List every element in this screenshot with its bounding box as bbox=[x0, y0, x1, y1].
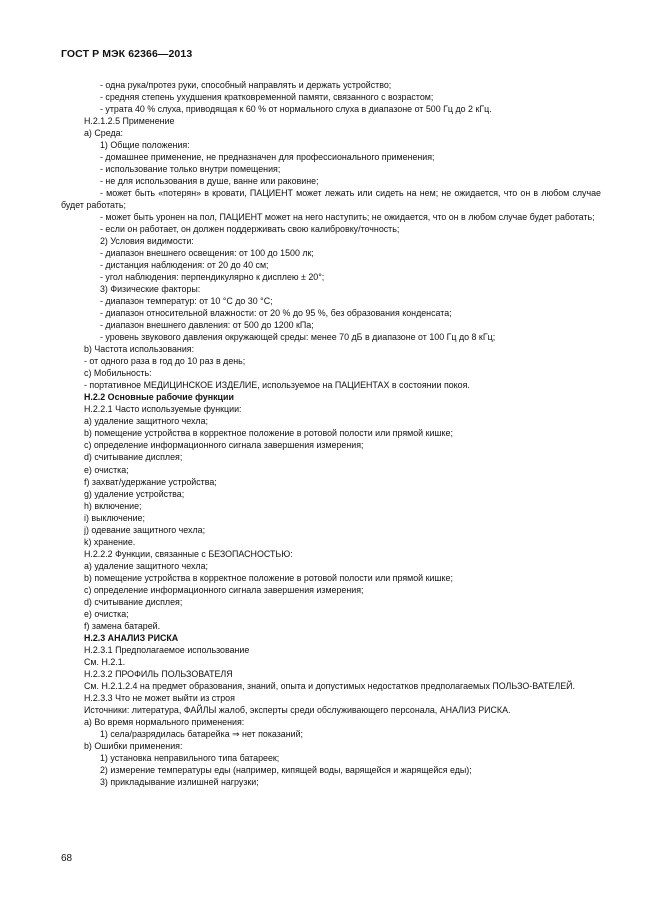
text-line: - уровень звукового давления окружающей среды: менее 70 дБ в диапазоне от 100 Гц до 8 кГц; bbox=[100, 332, 496, 343]
text-line: a) удаление защитного чехла; bbox=[84, 560, 208, 571]
text-line: - может быть уронен на пол, ПАЦИЕНТ может на него наступить; не ожидается, что он в любом случае будет работать; bbox=[100, 212, 595, 223]
text-line: a) Среда: bbox=[84, 128, 124, 139]
text-line: H.2.3.2 ПРОФИЛЬ ПОЛЬЗОВАТЕЛЯ bbox=[84, 668, 233, 679]
text-line: - портативное МЕДИЦИНСКОЕ ИЗДЕЛИЕ, используемое на ПАЦИЕНТАХ в состоянии покоя. bbox=[84, 380, 470, 391]
text-line: 2) Условия видимости: bbox=[100, 236, 194, 247]
text-line: - от одного раза в год до 10 раз в день; bbox=[84, 356, 246, 367]
text-line: - диапазон внешнего освещения: от 100 до 1500 лк; bbox=[100, 248, 314, 259]
text-line: e) очистка; bbox=[84, 464, 129, 475]
text-line: e) очистка; bbox=[84, 608, 129, 619]
text-line: - дистанция наблюдения: от 20 до 40 см; bbox=[100, 260, 269, 271]
text-line: c) Мобильность: bbox=[84, 368, 152, 379]
text-line: - может быть «потерян» в кровати, ПАЦИЕНТ может лежать или сидеть на нем; не ожидается, что он в любом случае будет работать; bbox=[61, 188, 601, 211]
text-line: 1) села/разрядилась батарейка ⇒ нет показаний; bbox=[100, 728, 304, 739]
text-line: f) замена батарей. bbox=[84, 620, 161, 631]
section-heading: H.2.3 АНАЛИЗ РИСКА bbox=[84, 632, 179, 643]
text-line: i) выключение; bbox=[84, 512, 145, 523]
text-line: H.2.2.2 Функции, связанные с БЕЗОПАСНОСТЬЮ: bbox=[84, 548, 293, 559]
text-line: 1) установка неправильного типа батареек; bbox=[100, 752, 280, 763]
text-line: b) Ошибки применения: bbox=[84, 740, 183, 751]
text-line: Источники: литература, ФАЙЛЫ жалоб, эксперты среди обслуживающего персонала, АНАЛИЗ РИСКА. bbox=[84, 704, 511, 715]
text-line: - угол наблюдения: перпендикулярно к дисплею ± 20°; bbox=[100, 272, 325, 283]
text-line: b) Частота использования: bbox=[84, 344, 195, 355]
text-line: См. H.2.1.2.4 на предмет образования, знаний, опыта и допустимых недостатков предполагаемых ПОЛЬЗО-ВАТЕЛЕЙ. bbox=[84, 680, 575, 691]
text-line: c) определение информационного сигнала завершения измерения; bbox=[84, 584, 364, 595]
text-line: a) Во время нормального применения: bbox=[84, 716, 245, 727]
text-line: H.2.3.3 Что не может выйти из строя bbox=[84, 692, 235, 703]
text-line: 3) Физические факторы: bbox=[100, 284, 201, 295]
text-line: - диапазон внешнего давления: от 500 до 1200 кПа; bbox=[100, 320, 314, 331]
text-line: - использование только внутри помещения; bbox=[100, 164, 281, 175]
text-line: H.2.2.1 Часто используемые функции: bbox=[84, 404, 242, 415]
text-line: H.2.1.2.5 Применение bbox=[84, 116, 175, 127]
text-line: k) хранение. bbox=[84, 536, 136, 547]
text-line: См. H.2.1. bbox=[84, 656, 126, 667]
text-line: - утрата 40 % слуха, приводящая к 60 % от нормального слуха в диапазоне от 500 Гц до 2 кГц. bbox=[100, 104, 492, 115]
text-line: - диапазон температур: от 10 °С до 30 °С; bbox=[100, 296, 273, 307]
text-line: - не для использования в душе, ванне или раковине; bbox=[100, 176, 319, 187]
text-line: 1) Общие положения: bbox=[100, 140, 190, 151]
text-line: h) включение; bbox=[84, 500, 142, 511]
text-line: 3) прикладывание излишней нагрузки; bbox=[100, 776, 259, 787]
text-line: d) считывание дисплея; bbox=[84, 452, 183, 463]
text-line: - домашнее применение, не предназначен для профессионального применения; bbox=[100, 152, 435, 163]
text-line: H.2.3.1 Предполагаемое использование bbox=[84, 644, 250, 655]
text-line: a) удаление защитного чехла; bbox=[84, 416, 208, 427]
text-line: j) одевание защитного чехла; bbox=[84, 524, 206, 535]
text-line: b) помещение устройства в корректное положение в ротовой полости или прямой кишке; bbox=[84, 428, 453, 439]
text-line: g) удаление устройства; bbox=[84, 488, 185, 499]
text-line: - средняя степень ухудшения кратковременной памяти, связанного с возрастом; bbox=[100, 92, 434, 103]
text-line: b) помещение устройства в корректное положение в ротовой полости или прямой кишке; bbox=[84, 572, 453, 583]
text-line: 2) измерение температуры еды (например, кипящей воды, варящейся и жарящейся еды); bbox=[100, 764, 472, 775]
page-header: ГОСТ Р МЭК 62366—2013 bbox=[61, 48, 193, 60]
text-line: - одна рука/протез руки, способный направлять и держать устройство; bbox=[100, 80, 392, 90]
document-body bbox=[61, 79, 601, 788]
text-line: - диапазон относительной влажности: от 20 % до 95 %, без образования конденсата; bbox=[100, 308, 452, 319]
text-line: d) считывание дисплея; bbox=[84, 596, 183, 607]
page-number: 68 bbox=[61, 853, 73, 864]
text-line: - если он работает, он должен поддерживать свою калибровку/точность; bbox=[100, 224, 400, 235]
text-line: c) определение информационного сигнала завершения измерения; bbox=[84, 440, 364, 451]
text-line: f) захват/удержание устройства; bbox=[84, 476, 217, 487]
section-heading: H.2.2 Основные рабочие функции bbox=[84, 392, 234, 403]
